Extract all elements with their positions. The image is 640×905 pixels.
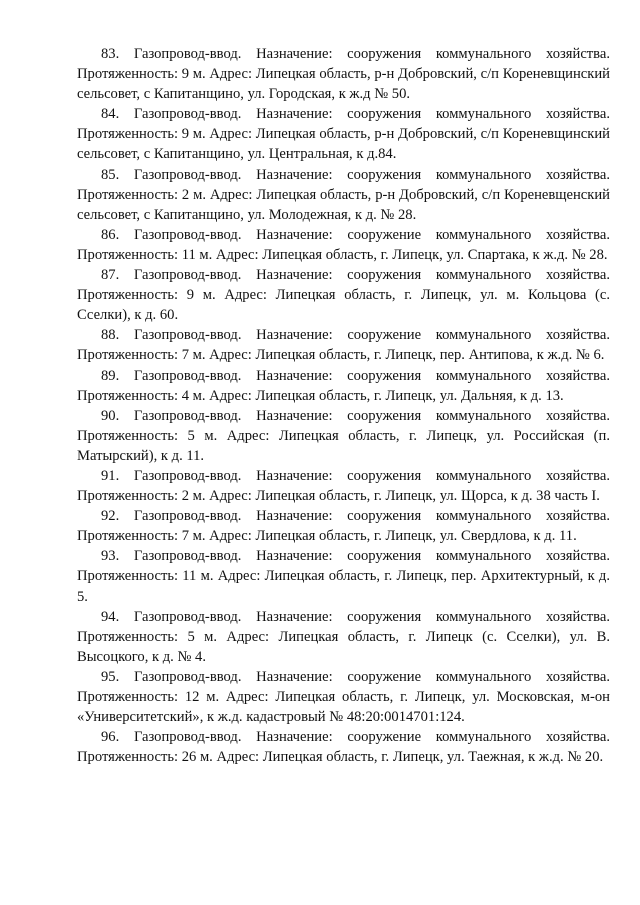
list-item: 95. Газопровод-ввод. Назначение: сооружение коммунального хозяйства. Протяженность: 12 м. Адрес: Липецкая область, г. Липецк, ул. Московская, м-он «Университетский», к ж.д. кадастровый № 48:20:0014701:124. [77, 668, 610, 726]
list-item: 86. Газопровод-ввод. Назначение: сооружение коммунального хозяйства. Протяженность: 11 м. Адрес: Липецкая область, г. Липецк, ул. Спартака, к ж.д. № 28. [77, 226, 610, 263]
document-page [77, 44, 610, 767]
list-item: 85. Газопровод-ввод. Назначение: сооружения коммунального хозяйства. Протяженность: 2 м. Адрес: Липецкая область, р-н Добровский, с/п Кореневщенский сельсовет, с Капитанщино, ул. Молодежная, к д. № 28. [77, 166, 610, 223]
list-item: 83. Газопровод-ввод. Назначение: сооружения коммунального хозяйства. Протяженность: 9 м. Адрес: Липецкая область, р-н Добровский, с/п Кореневщинский сельсовет, с Капитанщино, ул. Городская, к ж.д № 50. [77, 46, 610, 103]
list-item: 87. Газопровод-ввод. Назначение: сооружения коммунального хозяйства. Протяженность: 9 м. Адрес: Липецкая область, г. Липецк, ул. м. Кольцова (с. Сселки), к д. 60. [77, 267, 610, 324]
list-item: 94. Газопровод-ввод. Назначение: сооружения коммунального хозяйства. Протяженность: 5 м. Адрес: Липецкая область, г. Липецк (с. Сселки), ул. В. Высоцкого, к д. № 4. [77, 608, 610, 665]
list-item: 89. Газопровод-ввод. Назначение: сооружения коммунального хозяйства. Протяженность: 4 м. Адрес: Липецкая область, г. Липецк, ул. Дальняя, к д. 13. [77, 367, 610, 404]
list-item: 88. Газопровод-ввод. Назначение: сооружение коммунального хозяйства. Протяженность: 7 м. Адрес: Липецкая область, г. Липецк, пер. Антипова, к ж.д. № 6. [77, 327, 610, 364]
list-item: 84. Газопровод-ввод. Назначение: сооружения коммунального хозяйства. Протяженность: 9 м. Адрес: Липецкая область, р-н Добровский, с/п Кореневщинский сельсовет, с Капитанщино, ул. Центральная, к д.84. [77, 106, 610, 163]
list-item: 91. Газопровод-ввод. Назначение: сооружения коммунального хозяйства. Протяженность: 2 м. Адрес: Липецкая область, г. Липецк, ул. Щорса, к д. 38 часть I. [77, 467, 610, 505]
list-item: 92. Газопровод-ввод. Назначение: сооружения коммунального хозяйства. Протяженность: 7 м. Адрес: Липецкая область, г. Липецк, ул. Свердлова, к д. 11. [77, 508, 610, 545]
list-item: 96. Газопровод-ввод. Назначение: сооружение коммунального хозяйства. Протяженность: 26 м. Адрес: Липецкая область, г. Липецк, ул. Таежная, к ж.д. № 20. [77, 729, 610, 766]
list-item: 90. Газопровод-ввод. Назначение: сооружения коммунального хозяйства. Протяженность: 5 м. Адрес: Липецкая область, г. Липецк, ул. Российская (п. Матырский), к д. 11. [77, 407, 610, 464]
list-item: 93. Газопровод-ввод. Назначение: сооружения коммунального хозяйства. Протяженность: 11 м. Адрес: Липецкая область, г. Липецк, пер. Архитектурный, к д. 5. [77, 548, 610, 605]
